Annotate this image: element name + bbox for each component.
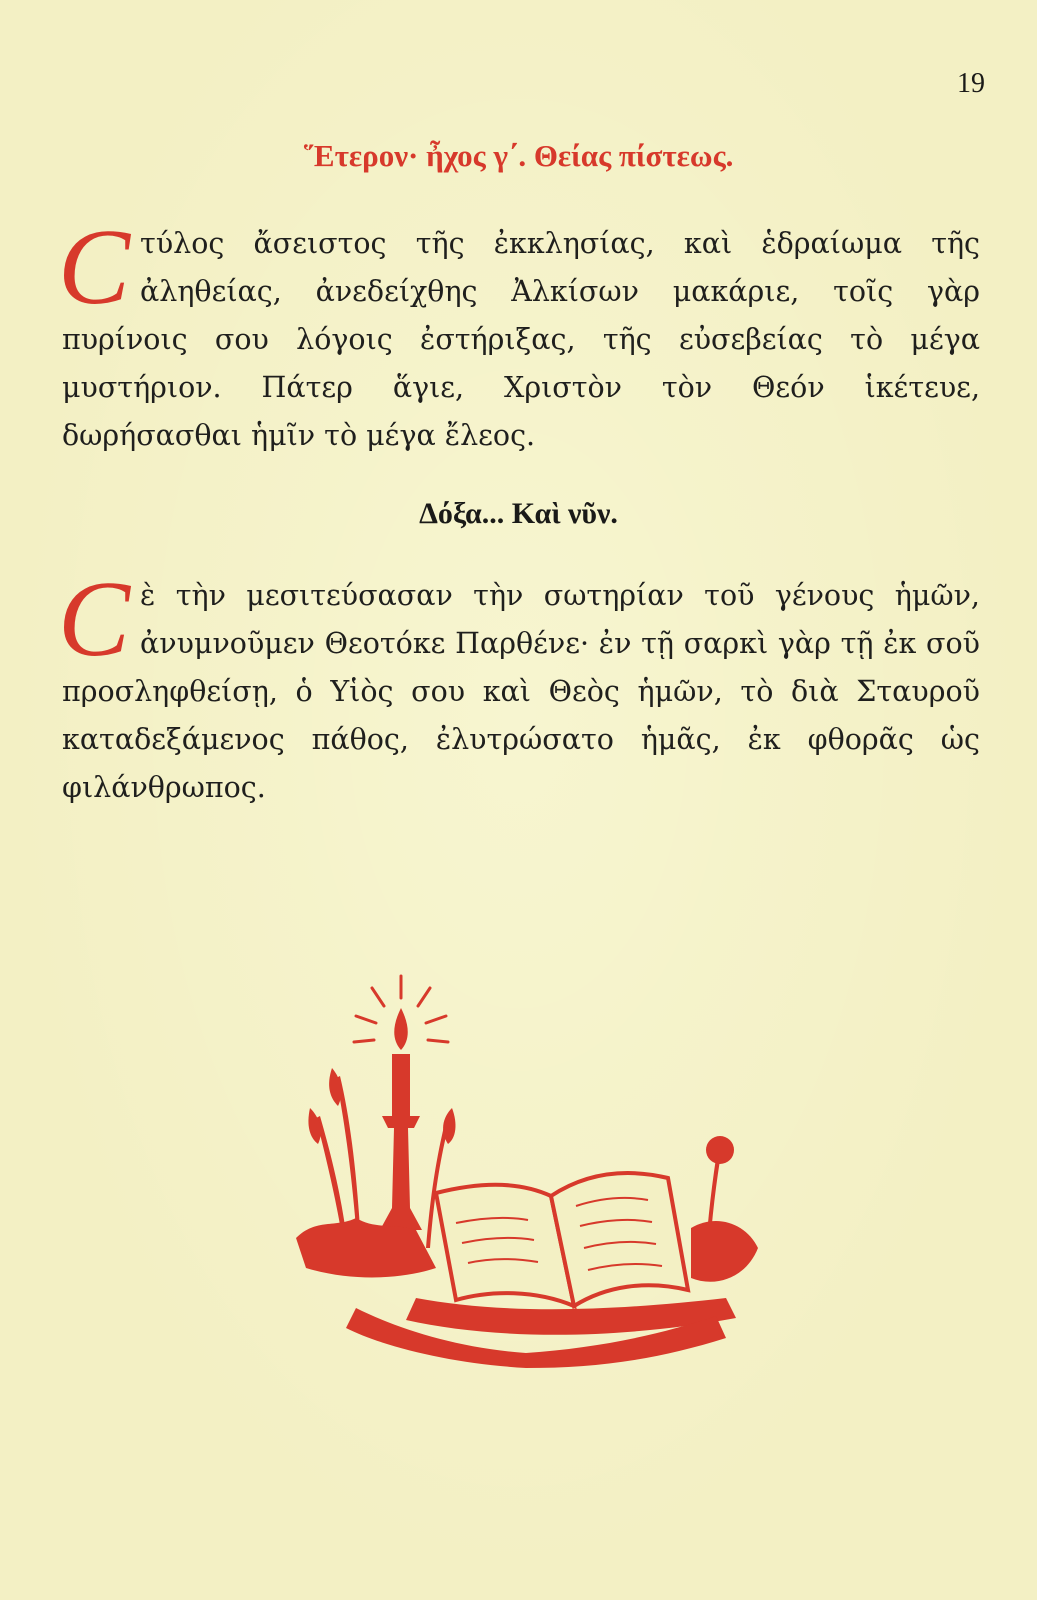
wheat-ear [329, 1068, 341, 1106]
candle-and-open-book-icon [296, 968, 766, 1368]
wheat-ear [308, 1108, 320, 1144]
candle-body [392, 1054, 410, 1116]
dropcap-letter: C [58, 208, 131, 327]
candle-ray [372, 988, 384, 1006]
candle-ray [354, 1040, 374, 1042]
candlestick [380, 1116, 422, 1230]
page-number: 19 [957, 68, 985, 99]
hymn-text: τύλος ἄσειστος τῆς ἐκκλησίας, καὶ ἑδραίωμα τῆς ἀληθείας, ἀνεδείχθης Ἀλκίσων μακάριε, τοῖς γὰρ πυρίνοις σου λόγοις ἐστήριξας, τῆς εὐσεβείας τὸ μέγα μυστήριον. Πάτερ ἅγιε, Χριστὸν τὸν Θεόν ἱκέτευε, δωρήσασθαι ἡμῖν τὸ μέγα ἔλεος. [62, 227, 980, 452]
doxa-heading: Δόξα... Καὶ νῦν. [419, 497, 618, 530]
candle-ray [356, 1016, 376, 1023]
foliage [691, 1221, 758, 1282]
theotokion-text: ὲ τὴν μεσιτεύσασαν τὴν σωτηρίαν τοῦ γένους ἡμῶν, ἀνυμνοῦμεν Θεοτόκε Παρθένε· ἐν τῇ σαρκὶ γὰρ τῇ ἐκ σοῦ προσληφθείσῃ, ὁ Υἱὸς σου καὶ Θεὸς ἡμῶν, τὸ διὰ Σταυροῦ καταδεξάμενος πάθος, ἐλυτρώσατο ἡμᾶς, ἐκ φθορᾶς ὡς φιλάνθρωπος. [62, 579, 980, 804]
book-right-page [551, 1173, 688, 1306]
theotokion-paragraph [58, 560, 980, 812]
candle-ray [418, 988, 430, 1006]
candle-ray [426, 1016, 446, 1023]
dropcap-letter: C [58, 560, 131, 679]
candle-ray [428, 1040, 448, 1042]
flower [706, 1136, 734, 1164]
hymn-heading: ῞Ετερον· ἦχος γ΄. Θείας πίστεως. [303, 138, 734, 173]
hymn-paragraph [58, 208, 980, 460]
candle-flame [394, 1008, 408, 1050]
